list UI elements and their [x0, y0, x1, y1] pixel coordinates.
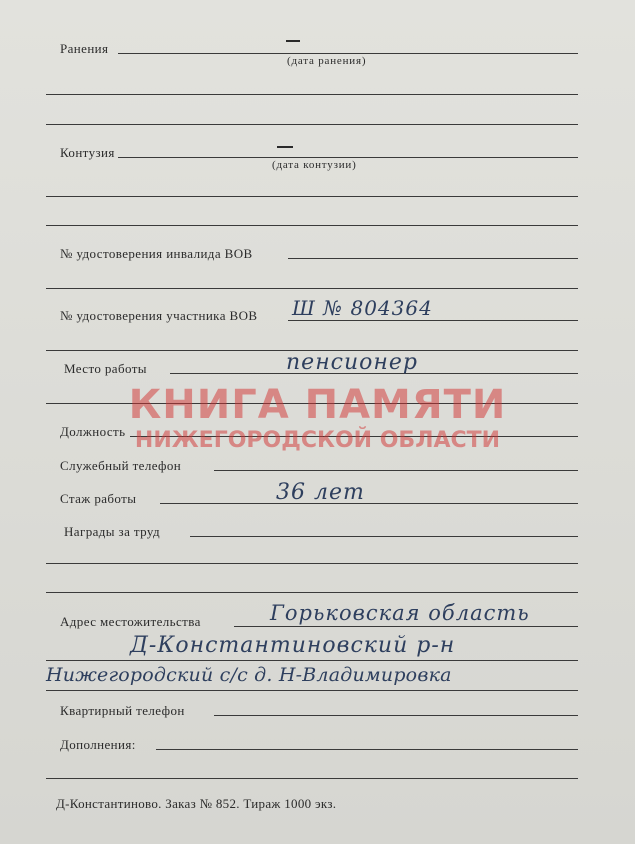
wound-caption: (дата ранения) [287, 55, 367, 67]
blank-line [46, 124, 578, 125]
blank-line [46, 563, 578, 564]
home-phone-label: Квартирный телефон [60, 703, 185, 718]
blank-line [46, 592, 578, 593]
address-line2: Д-Константиновский р-н [130, 633, 456, 658]
participant-cert-label: № удостоверения участника ВОВ [60, 308, 258, 323]
wound-dash-mark [286, 40, 300, 42]
workplace-value: пенсионер [286, 350, 419, 375]
watermark-title: КНИГА ПАМЯТИ [128, 382, 507, 428]
labor-awards-label: Награды за труд [64, 524, 160, 539]
additions-label: Дополнения: [60, 737, 136, 752]
blank-line [46, 225, 578, 226]
blank-line [46, 94, 578, 95]
watermark-subtitle: НИЖЕГОРОДСКОЙ ОБЛАСТИ [134, 428, 501, 453]
position-label: Должность [60, 424, 126, 439]
address-line-2 [46, 660, 578, 661]
invalid-cert-label: № удостоверения инвалида ВОВ [60, 246, 253, 261]
experience-line [160, 503, 578, 504]
additions-line [156, 749, 578, 750]
address-line1: Горьковская область [270, 601, 530, 625]
wound-line [118, 53, 578, 54]
address-label: Адрес местожительства [60, 614, 201, 629]
contusion-caption: (дата контузии) [272, 159, 357, 171]
contusion-line [118, 157, 578, 158]
work-phone-line [214, 470, 578, 471]
wound-label: Ранения [60, 41, 109, 56]
address-line [234, 626, 578, 627]
blank-line [46, 288, 578, 289]
print-footer: Д-Константиново. Заказ № 852. Тираж 1000 экз. [56, 796, 337, 811]
blank-line [46, 778, 578, 779]
workplace-label: Место работы [64, 361, 147, 376]
experience-label: Стаж работы [60, 491, 137, 506]
participant-cert-line [288, 320, 578, 321]
experience-value: 36 лет [276, 480, 365, 505]
contusion-label: Контузия [60, 145, 115, 160]
home-phone-line [214, 715, 578, 716]
labor-awards-line [190, 536, 578, 537]
participant-cert-value: Ш № 804364 [292, 296, 433, 320]
address-line3: Нижегородский с/с д. Н-Владимировка [46, 664, 452, 686]
invalid-cert-line [288, 258, 578, 259]
work-phone-label: Служебный телефон [60, 458, 182, 473]
contusion-dash-mark [277, 146, 293, 148]
address-line-3 [46, 690, 578, 691]
blank-line [46, 196, 578, 197]
